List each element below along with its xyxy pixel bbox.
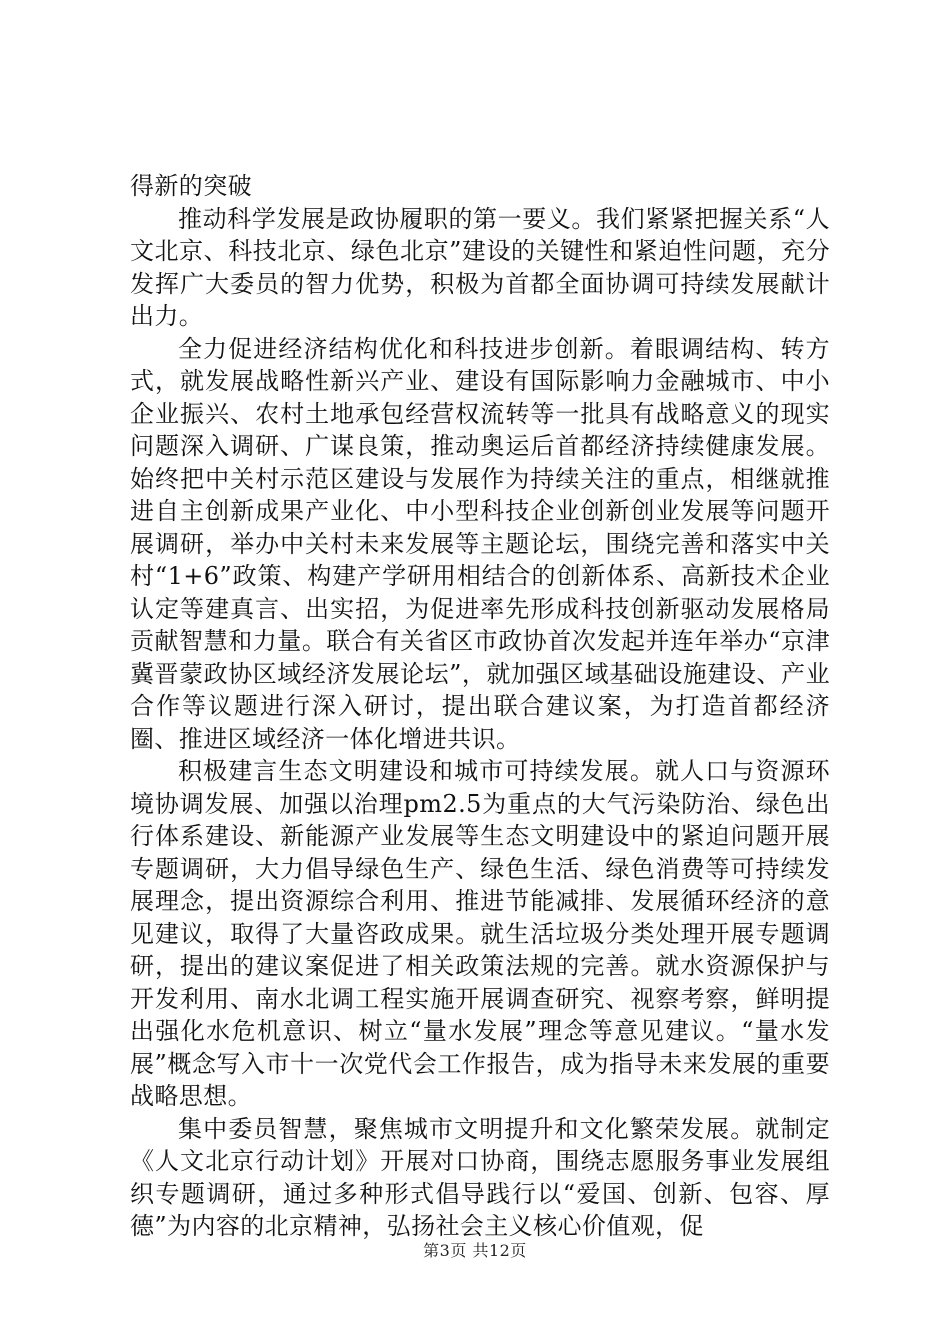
paragraph-continuation: 得新的突破 bbox=[130, 172, 252, 200]
paragraph-ecological-civilization: 积极建言生态文明建设和城市可持续发展。就人口与资源环境协调发展、加强以治理pm2.5为重点的大气污染防治、绿色出行体系建设、新能源产业发展等生态文明建设中的紧迫问题开展专题调研，大力倡导绿色生产、绿色生活、绿色消费等可持续发展理念，提出资源综合利用、推进节能减排、发展循环经济的意见建议，取得了大量咨政成果。就生活垃圾分类处理开展专题调研，提出的建议案促进了相关政策法规的完善。就水资源保护与开发利用、南水北调工程实施开展调查研究、视察考察，鲜明提出强化水危机意识、树立“量水发展”理念等意见建议。“量水发展”概念写入市十一次党代会工作报告，成为指导未来发展的重要战略思想。 bbox=[130, 757, 830, 1110]
paragraph-urban-culture: 集中委员智慧，聚焦城市文明提升和文化繁荣发展。就制定《人文北京行动计划》开展对口协商，围绕志愿服务事业发展组织专题调研，通过多种形式倡导践行以“爱国、创新、包容、厚德”为内容的北京精神，弘扬社会主义核心价值观，促 bbox=[130, 1114, 830, 1240]
page-footer bbox=[0, 1238, 950, 1261]
page-number-label: 第3页 共12页 bbox=[423, 1241, 527, 1260]
document-body bbox=[130, 170, 830, 1243]
paragraph-science-development: 推动科学发展是政协履职的第一要义。我们紧紧把握关系“人文北京、科技北京、绿色北京”建设的关键性和紧迫性问题，充分发挥广大委员的智力优势，积极为首都全面协调可持续发展献计出力。 bbox=[130, 204, 830, 330]
paragraph-economic-structure: 全力促进经济结构优化和科技进步创新。着眼调结构、转方式，就发展战略性新兴产业、建设有国际影响力金融城市、中小企业振兴、农村土地承包经营权流转等一批具有战略意义的现实问题深入调研、广谋良策，推动奥运后首都经济持续健康发展。始终把中关村示范区建设与发展作为持续关注的重点，相继就推进自主创新成果产业化、中小型科技企业创新创业发展等问题开展调研，举办中关村未来发展等主题论坛，围绕完善和落实中关村“1+6”政策、构建产学研用相结合的创新体系、高新技术企业认定等建真言、出实招，为促进率先形成科技创新驱动发展格局贡献智慧和力量。联合有关省区市政协首次发起并连年举办“京津冀晋蒙政协区域经济发展论坛”，就加强区域基础设施建设、产业合作等议题进行深入研讨，提出联合建议案，为打造首都经济圈、推进区域经济一体化增进共识。 bbox=[130, 334, 830, 753]
